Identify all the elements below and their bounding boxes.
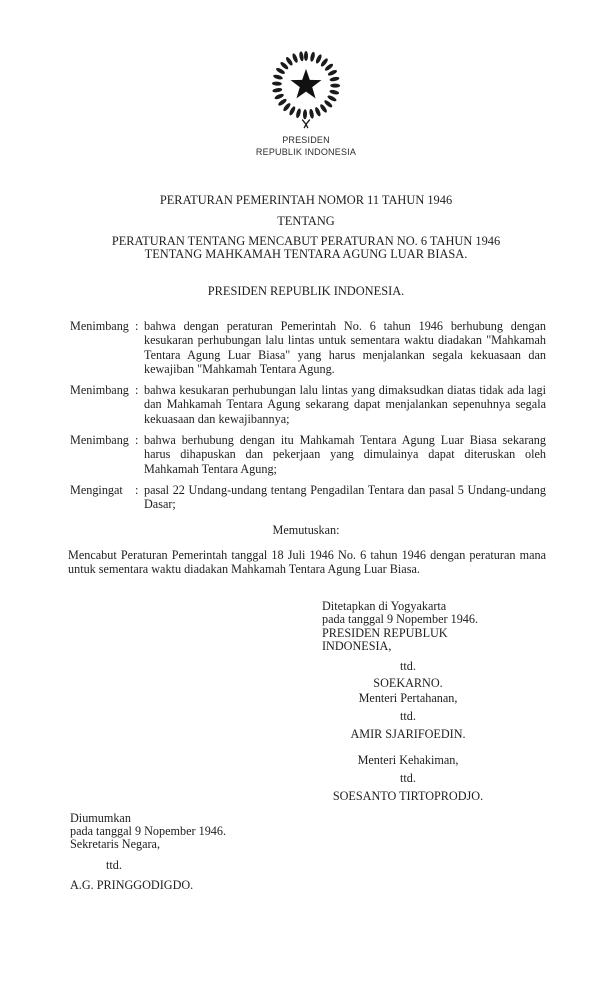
consideration-row (70, 433, 546, 476)
star-icon (291, 69, 322, 98)
consideration-row (70, 483, 546, 512)
title-subject-line1: PERATURAN TENTANG MENCABUT PERATURAN NO. 6 TAHUN 1946 (111, 234, 501, 248)
minister-name: AMIR SJARIFOEDIN. (350, 726, 466, 741)
enactment-date: pada tanggal 9 Nopember 1946. (322, 612, 479, 627)
title-subject-line2: TENTANG MAHKAMAH TENTARA AGUNG LUAR BIASA. (144, 247, 468, 261)
consideration-row (70, 319, 546, 376)
promulgation-title: Sekretaris Negara, (70, 836, 161, 851)
minister-signature-block (322, 754, 494, 803)
enactment-authority: PRESIDEN REPUBLUK INDONESIA, (322, 625, 448, 654)
signature-ttd: ttd. (400, 771, 416, 786)
considerations-section (70, 319, 546, 519)
minister-signature-block (322, 692, 494, 741)
consideration-text: bahwa kesukaran perhubungan lalu lintas yang dimaksudkan diatas tidak ada lagi dan Mahkamah Tentara Agung sekarang dapat menjalankan sepenuhnya segala kekuasaan dan kewajibannya; (144, 383, 546, 426)
institution-heading: PRESIDEN REPUBLIK INDONESIA. (207, 284, 405, 298)
president-name: SOEKARNO. (373, 676, 443, 691)
signature-ttd: ttd. (106, 857, 122, 872)
emblem-caption (0, 135, 612, 158)
promulgation-date: pada tanggal 9 Nopember 1946. (70, 823, 227, 838)
consideration-label: Mengingat (70, 482, 123, 497)
decision-heading: Memutuskan: (272, 523, 340, 537)
consideration-text: bahwa berhubung dengan itu Mahkamah Tentara Agung Luar Biasa sekarang harus dihapuskan dan pekerjaan yang dimulainya dapat diteruskan oleh Mahkamah Tentara Agung; (144, 433, 546, 476)
signature-ttd: ttd. (400, 658, 416, 673)
presidential-star-wreath-icon (263, 46, 349, 130)
emblem-block (0, 46, 612, 158)
consideration-label: Menimbang (70, 319, 129, 333)
regulation-title: PERATURAN PEMERINTAH NOMOR 11 TAHUN 1946 (159, 193, 453, 207)
secretary-name: A.G. PRINGGODIGDO. (70, 877, 194, 892)
signature-ttd: ttd. (400, 709, 416, 724)
consideration-label: Menimbang (70, 433, 129, 448)
decision-text: Mencabut Peraturan Pemerintah tanggal 18 Juli 1946 No. 6 tahun 1946 dengan peraturan mana untuk sementara waktu diadakan Mahkamah Tentara Agung Luar Biasa. (68, 548, 546, 577)
title-tentang: TENTANG (277, 214, 335, 228)
enactment-place: Ditetapkan di Yogyakarta (322, 599, 447, 613)
promulgation-block (70, 812, 300, 892)
title-block (0, 194, 612, 261)
colon-separator: : (135, 383, 139, 398)
emblem-caption-line2: REPUBLIK INDONESIA (255, 146, 357, 157)
colon-separator: : (135, 433, 139, 448)
promulgation-line1: Diumumkan (70, 811, 131, 825)
consideration-label: Menimbang (70, 383, 129, 398)
minister-title: Menteri Pertahanan, (358, 691, 458, 705)
minister-name: SOESANTO TIRTOPRODJO. (332, 788, 484, 803)
minister-title: Menteri Kehakiman, (357, 753, 459, 767)
enactment-block (322, 600, 494, 690)
consideration-row (70, 383, 546, 426)
consideration-text: pasal 22 Undang-undang tentang Pengadilan Tentara dan pasal 5 Undang-undang Dasar; (144, 482, 546, 512)
colon-separator: : (135, 319, 139, 333)
emblem-caption-line1: PRESIDEN (282, 135, 330, 145)
colon-separator: : (135, 482, 139, 497)
consideration-text: bahwa dengan peraturan Pemerintah No. 6 tahun 1946 berhubung dengan kesukaran perhubungan lalu lintas untuk sementara waktu diadakan "Mahkamah Tentara Agung Luar Biasa" yang harus menjalankan segala kekuasaan dan kewajiban "Mahkamah Tentara Agung. (144, 319, 546, 376)
